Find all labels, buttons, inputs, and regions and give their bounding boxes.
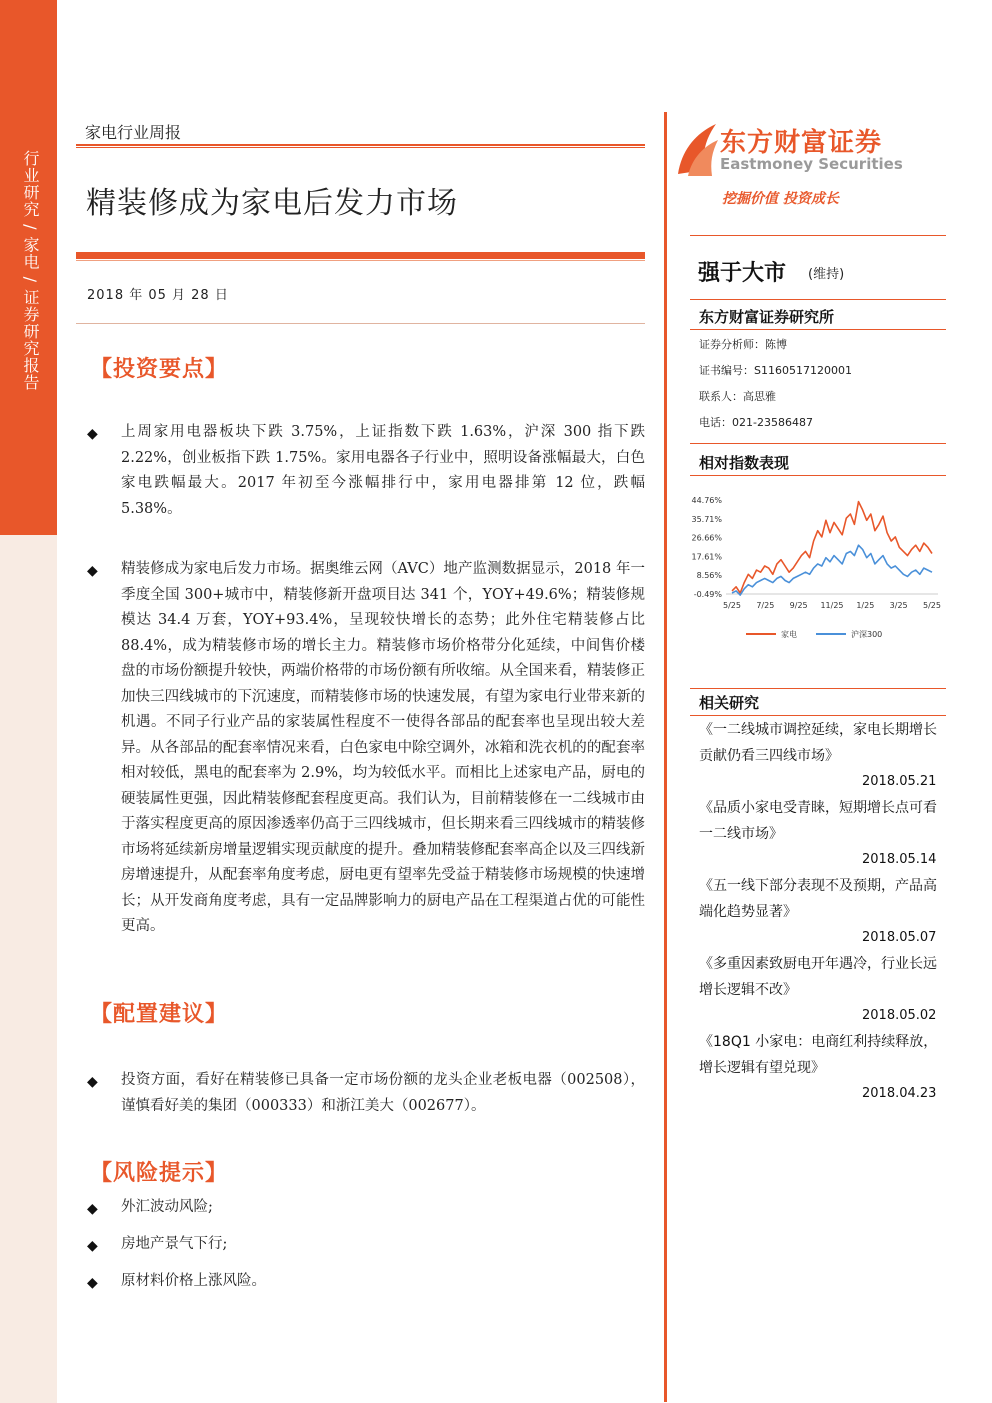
header-rule xyxy=(76,144,645,146)
side-category-label: 行业研究 / 家电 / 证券研究报告 xyxy=(21,150,40,392)
related-report-date: 2018.05.07 xyxy=(862,930,937,945)
right-rule xyxy=(690,475,946,476)
report-date: 2018 年 05 月 28 日 xyxy=(87,288,229,303)
rating-note: (维持) xyxy=(808,267,845,282)
related-report-link[interactable]: 《品质小家电受青睐，短期增长点可看一二线市场》 xyxy=(699,800,937,842)
slogan: 挖掘价值 投资成长 xyxy=(722,191,839,207)
x-tick-label: 5/25 xyxy=(723,601,741,610)
y-tick-label: -0.49% xyxy=(693,590,722,599)
right-rule xyxy=(690,688,946,689)
y-tick-label: 26.66% xyxy=(691,533,722,543)
right-rule xyxy=(690,329,946,330)
logo-text-cn: 东方财富证券 xyxy=(720,128,883,158)
related-report-date: 2018.05.14 xyxy=(862,852,937,867)
y-tick-label: 44.76% xyxy=(691,496,722,505)
analyst: 证券分析师：陈博 xyxy=(699,338,787,351)
section-title-key-points: 【投资要点】 xyxy=(90,357,229,382)
risk-item: 房地产景气下行; xyxy=(121,1236,228,1252)
relative-index-chart xyxy=(688,490,946,650)
report-type: 家电行业周报 xyxy=(85,123,182,142)
paragraph: 投资方面，看好在精装修已具备一定市场份额的龙头企业老板电器（002508），谨慎看好美的集团（000333）和浙江美大（002677）。 xyxy=(121,1072,645,1114)
paragraph: 上周家用电器板块下跌 3.75%，上证指数下跌 1.63%，沪深 300 指下跌 2.22%，创业板指下跌 1.75%。家用电器各子行业中，照明设备涨幅最大，白色家电跌幅最大。2017 年初至今涨幅排行中，家用电器排第 12 位，跌幅 5.38%。 xyxy=(121,424,645,517)
right-rule xyxy=(690,715,946,716)
related-report-date: 2018.05.02 xyxy=(862,1008,937,1023)
related-report-link[interactable]: 《多重因素致厨电开年遇冷，行业长远增长逻辑不改》 xyxy=(699,956,937,998)
x-tick-label: 7/25 xyxy=(756,601,775,610)
risk-item: 原材料价格上涨风险。 xyxy=(121,1273,266,1289)
x-tick-label: 3/25 xyxy=(889,601,908,610)
related-report-date: 2018.05.21 xyxy=(862,774,937,789)
related-report-link[interactable]: 《18Q1 小家电：电商红利持续释放，增长逻辑有望兑现》 xyxy=(699,1034,938,1076)
right-rule xyxy=(690,443,946,444)
bullet-icon: ◆ xyxy=(87,1275,98,1291)
bullet-icon: ◆ xyxy=(87,426,98,442)
risk-item: 外汇波动风险; xyxy=(121,1199,213,1215)
cert-number: 证书编号：S1160517120001 xyxy=(699,364,852,377)
title-bar xyxy=(76,252,645,259)
related-research-title: 相关研究 xyxy=(699,694,760,712)
section-title-risks: 【风险提示】 xyxy=(90,1161,229,1186)
bullet-icon: ◆ xyxy=(87,1074,98,1090)
report-title: 精装修成为家电后发力市场 xyxy=(86,186,458,221)
right-rule xyxy=(690,235,946,236)
y-tick-label: 35.71% xyxy=(691,514,722,524)
x-tick-label: 1/25 xyxy=(856,601,875,610)
bullet-icon: ◆ xyxy=(87,1201,98,1217)
rating: 强于大市 xyxy=(698,261,787,286)
legend-label: 家电 xyxy=(781,630,797,639)
x-tick-label: 5/25 xyxy=(923,601,941,610)
chart-title: 相对指数表现 xyxy=(699,454,790,472)
y-tick-label: 8.56% xyxy=(696,571,722,581)
column-divider xyxy=(664,112,667,1402)
legend-label: 沪深300 xyxy=(851,630,883,639)
date-rule xyxy=(76,323,645,324)
logo-text-en: Eastmoney Securities xyxy=(720,155,903,173)
related-report-link[interactable]: 《五一线下部分表现不及预期，产品高端化趋势显著》 xyxy=(699,878,937,920)
institute-name: 东方财富证券研究所 xyxy=(699,308,835,326)
title-bar-thin xyxy=(76,260,645,261)
header-rule-thin xyxy=(76,147,645,148)
phone: 电话：021-23586487 xyxy=(699,416,813,429)
x-tick-label: 11/25 xyxy=(820,601,844,610)
contact: 联系人：高思雅 xyxy=(699,390,776,403)
bullet-icon: ◆ xyxy=(87,1238,98,1254)
paragraph: 精装修成为家电后发力市场。据奥维云网（AVC）地产监测数据显示，2018 年一季度全国 300+城市中，精装修新开盘项目达 341 个，YOY+49.6%；精装修规模达 34.4 万套，YOY+93.4%，呈现较快增长的态势；此外住宅精装修占比 88.4%，成为精装修市场的增长主力。精装修市场价格带分化延续，中间售价楼盘的市场份额提升较快，两端价格带的市场份额有所收缩。从全国来看，精装修正加快三四线城市的下沉速度，而精装修市场的快速发展，有望为家电行业带来新的机遇。不同子行业产品的家装属性程度不一使得各部品的配套率也呈现出较大差异。从各部品的配套率情况来看，白色家电中除空调外，冰箱和洗衣机的的配套率相对较低，黑电的配套率为 2.9%，均为较低水平。而相比上述家电产品，厨电的硬装属性更强，因此精装修配套程度更高。我们认为，目前精装修在一二线城市由于落实程度更高的原因渗透率仍高于三四线城市，但长期来看三四线城市的精装修市场将延续新房增量逻辑实现贡献度的提升。叠加精装修配套率高企以及三四线新房增速提升，从配套率角度考虑，厨电更有望率先受益于精装修市场规模的快速增长；从开发商角度考虑，具有一定品牌影响力的厨电产品在工程渠道占优的可能性更高。 xyxy=(121,561,645,934)
related-report-link[interactable]: 《一二线城市调控延续，家电长期增长贡献仍看三四线市场》 xyxy=(699,722,937,764)
right-rule xyxy=(690,299,946,300)
section-title-allocation: 【配置建议】 xyxy=(90,1002,229,1027)
x-tick-label: 9/25 xyxy=(789,601,808,610)
y-tick-label: 17.61% xyxy=(691,552,722,562)
related-report-date: 2018.04.23 xyxy=(862,1086,937,1101)
bullet-icon: ◆ xyxy=(87,563,98,579)
